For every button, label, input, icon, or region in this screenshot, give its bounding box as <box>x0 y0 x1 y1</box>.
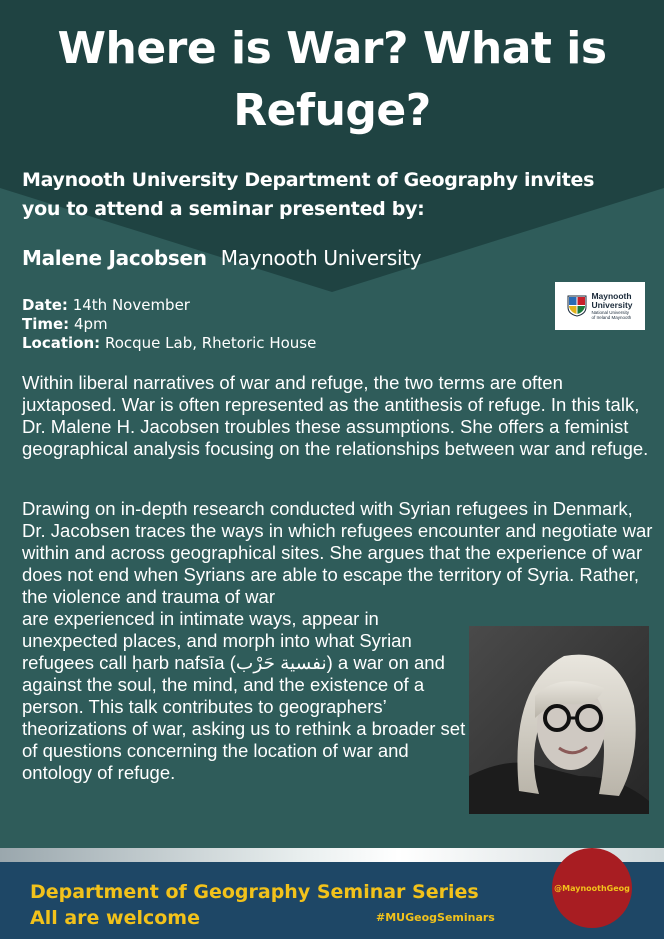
time-row <box>22 315 316 334</box>
invitation-line-2: you to attend a seminar presented by: <box>22 198 425 220</box>
presenter <box>22 244 421 272</box>
logo-line-4: of Ireland Maynooth <box>591 315 632 320</box>
university-logo <box>555 282 645 330</box>
abstract-paragraph-2-bottom: are experienced in intimate ways, appear in unexpected places, and morph into what Syrian refugees call ḥarb nafsīa (نفسية حَرْب) a war on and against the soul, the mind, and the existence of a person. This talk contributes to geographers’ theorizations of war, asking us to rethink a broader set of questions concerning the location of war and ontology of refuge. <box>22 608 466 783</box>
logo-text <box>591 292 632 320</box>
invitation-line-1: Maynooth University Department of Geography invites <box>22 169 595 191</box>
date-value: 14th November <box>72 296 190 314</box>
date-label: Date: <box>22 296 68 314</box>
time-label: Time: <box>22 315 70 333</box>
speaker-photo <box>469 626 649 814</box>
abstract-paragraph-1: Within liberal narratives of war and refuge, the two terms are often juxtaposed. War is often represented as the antithesis of refuge. In this talk, Dr. Malene H. Jacobsen troubles these assumptions. She offers a feminist geographical analysis focusing on the relationships between war and refuge. <box>22 372 649 459</box>
speaker-portrait-image <box>469 626 649 814</box>
twitter-handle-badge <box>552 848 632 928</box>
logo-line-1: Maynooth <box>591 291 632 301</box>
presenter-name: Malene Jacobsen <box>22 246 207 270</box>
date-row <box>22 296 316 315</box>
invitation-text <box>22 166 642 224</box>
crest-icon <box>567 295 587 317</box>
twitter-handle: @MaynoothGeog <box>554 883 630 893</box>
title-line-1: Where is War? What is <box>57 23 607 74</box>
location-label: Location: <box>22 334 101 352</box>
page-title <box>0 18 664 142</box>
hashtag: #MUGeogSeminars <box>376 911 495 924</box>
presenter-affiliation: Maynooth University <box>220 246 422 270</box>
location-value: Rocque Lab, Rhetoric House <box>104 334 317 352</box>
logo-line-3: National University <box>591 310 629 315</box>
title-line-2: Refuge? <box>233 85 431 136</box>
abstract-paragraph-2-top: Drawing on in-depth research conducted with Syrian refugees in Denmark, Dr. Jacobsen traces the ways in which refugees encounter and negotiate war within and across geographical sites. She argues that the experience of war does not end when Syrians are able to escape the territory of Syria. Rather, the violence and trauma of war <box>22 498 653 607</box>
location-row <box>22 334 316 353</box>
event-details <box>22 296 316 353</box>
logo-line-2: University <box>591 300 633 310</box>
welcome-text: All are welcome <box>30 907 200 929</box>
time-value: 4pm <box>73 315 108 333</box>
seminar-series-title: Department of Geography Seminar Series <box>30 881 479 903</box>
